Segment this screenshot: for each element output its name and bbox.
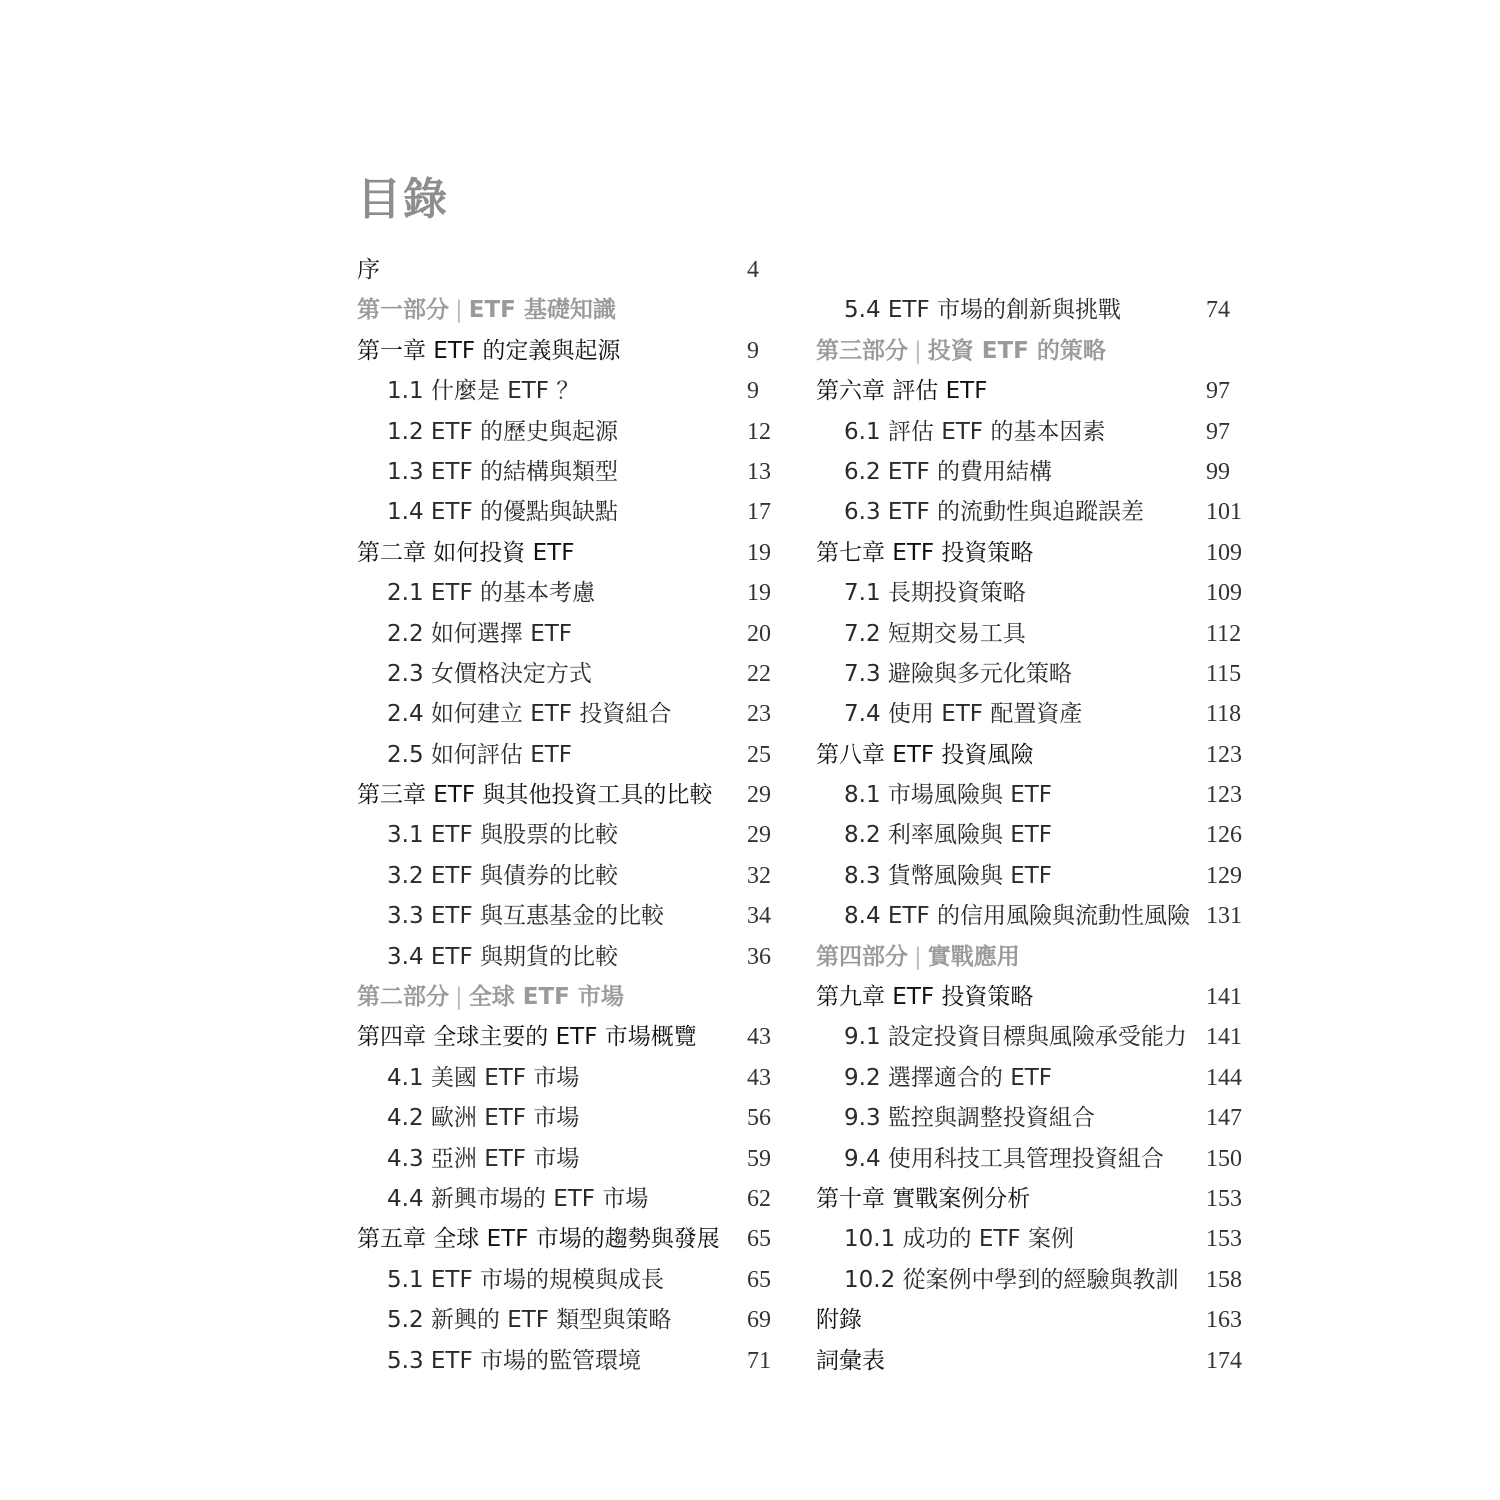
- entry-title: 詞彙表: [816, 1347, 885, 1374]
- page-number: 56: [747, 1105, 771, 1132]
- part-separator: |: [455, 984, 463, 1011]
- toc-section-entry[interactable]: [816, 573, 1242, 613]
- toc-section-entry[interactable]: [816, 1219, 1242, 1259]
- part-name: 投資 ETF 的策略: [927, 337, 1106, 364]
- entry-title: 8.4 ETF 的信用風險與流動性風險: [844, 903, 1191, 930]
- part-name: 實戰應用: [927, 943, 1020, 970]
- toc-section-entry[interactable]: [816, 614, 1242, 654]
- page-number: 65: [747, 1266, 771, 1293]
- entry-title: 6.3 ETF 的流動性與追蹤誤差: [844, 499, 1145, 526]
- page-number: 115: [1206, 660, 1242, 687]
- page-number: 109: [1206, 539, 1242, 566]
- toc-chapter-entry[interactable]: [816, 735, 1242, 775]
- toc-section-entry[interactable]: [816, 694, 1242, 734]
- toc-section-entry[interactable]: [816, 654, 1242, 694]
- entry-title: 3.2 ETF 與債券的比較: [387, 862, 619, 889]
- toc-section-entry[interactable]: [357, 896, 777, 936]
- toc-chapter-entry[interactable]: [357, 1219, 777, 1259]
- entry-title: 5.1 ETF 市場的規模與成長: [387, 1266, 665, 1293]
- entry-title: 3.1 ETF 與股票的比較: [387, 822, 619, 849]
- entry-title: 第九章 ETF 投資策略: [816, 984, 1034, 1011]
- toc-section-entry[interactable]: [357, 1260, 777, 1300]
- entry-title: 8.1 市場風險與 ETF: [844, 782, 1053, 809]
- toc-section-entry[interactable]: [357, 937, 777, 977]
- toc-section-entry[interactable]: [816, 856, 1242, 896]
- toc-chapter-entry[interactable]: [357, 533, 777, 573]
- entry-title: 9.4 使用科技工具管理投資組合: [844, 1145, 1164, 1172]
- toc-chapter-entry[interactable]: [816, 371, 1236, 411]
- page-number: 17: [747, 499, 771, 526]
- toc-chapter-entry[interactable]: [357, 775, 777, 815]
- page-number: 19: [747, 539, 771, 566]
- entry-title: 1.3 ETF 的結構與類型: [387, 458, 619, 485]
- page-number: 59: [747, 1145, 771, 1172]
- toc-section-entry[interactable]: [357, 735, 777, 775]
- page-number: 147: [1206, 1105, 1242, 1132]
- entry-title: 4.1 美國 ETF 市場: [387, 1064, 580, 1091]
- page-number: 109: [1206, 580, 1242, 607]
- entry-title: 1.2 ETF 的歷史與起源: [387, 418, 619, 445]
- entry-title: 5.3 ETF 市場的監管環境: [387, 1347, 642, 1374]
- part-name: ETF 基礎知識: [468, 297, 616, 324]
- toc-entry[interactable]: [816, 1300, 1242, 1340]
- page-number: 43: [747, 1064, 771, 1091]
- part-separator: |: [914, 337, 922, 364]
- page-number: 158: [1206, 1266, 1242, 1293]
- entry-title: 2.1 ETF 的基本考慮: [387, 580, 596, 607]
- entry-title: 5.2 新興的 ETF 類型與策略: [387, 1307, 672, 1334]
- entry-title: 5.4 ETF 市場的創新與挑戰: [844, 297, 1122, 324]
- part-separator: |: [455, 297, 463, 324]
- page-number: 36: [747, 943, 771, 970]
- page-number: 62: [747, 1185, 771, 1212]
- part-heading: [816, 331, 1106, 371]
- page-number: 19: [747, 580, 771, 607]
- page-number: 126: [1206, 822, 1242, 849]
- page-number: 9: [747, 337, 759, 364]
- toc-section-entry[interactable]: [816, 775, 1242, 815]
- toc-section-entry[interactable]: [357, 1300, 777, 1340]
- toc-section-entry[interactable]: [357, 654, 777, 694]
- page-number: 65: [747, 1226, 771, 1253]
- page-number: 123: [1206, 741, 1242, 768]
- entry-title: 4.2 歐洲 ETF 市場: [387, 1105, 580, 1132]
- entry-title: 7.1 長期投資策略: [844, 580, 1026, 607]
- entry-title: 9.3 監控與調整投資組合: [844, 1105, 1095, 1132]
- entry-title: 2.5 如何評估 ETF: [387, 741, 573, 768]
- page-number: 153: [1206, 1226, 1242, 1253]
- part-label: 第四部分: [816, 943, 908, 970]
- toc-section-entry[interactable]: [816, 1098, 1242, 1138]
- toc-section-entry[interactable]: [816, 1058, 1242, 1098]
- part-label: 第一部分: [357, 297, 449, 324]
- entry-title: 第十章 實戰案例分析: [816, 1185, 1031, 1212]
- toc-section-entry[interactable]: [816, 1139, 1242, 1179]
- page-number: 144: [1206, 1064, 1242, 1091]
- toc-section-entry[interactable]: [816, 290, 1236, 330]
- toc-left-column: [357, 250, 777, 1381]
- toc-section-entry[interactable]: [357, 573, 777, 613]
- page-number: 43: [747, 1024, 771, 1051]
- page-number: 101: [1206, 499, 1242, 526]
- page-number: 97: [1206, 378, 1230, 405]
- toc-section-entry[interactable]: [357, 492, 777, 532]
- entry-title: 3.4 ETF 與期貨的比較: [387, 943, 619, 970]
- page-number: 174: [1206, 1347, 1242, 1374]
- toc-part-heading: [357, 290, 777, 330]
- entry-title: 3.3 ETF 與互惠基金的比較: [387, 903, 665, 930]
- toc-chapter-entry[interactable]: [816, 533, 1242, 573]
- entry-title: 7.2 短期交易工具: [844, 620, 1026, 647]
- part-heading: [357, 977, 624, 1017]
- entry-title: 7.3 避險與多元化策略: [844, 660, 1072, 687]
- entry-title: 第七章 ETF 投資策略: [816, 539, 1034, 566]
- toc-section-entry[interactable]: [357, 815, 777, 855]
- entry-title: 8.2 利率風險與 ETF: [844, 822, 1053, 849]
- toc-chapter-entry[interactable]: [357, 1017, 777, 1057]
- page-number: 97: [1206, 418, 1230, 445]
- page-number: 123: [1206, 782, 1242, 809]
- entry-title: 10.1 成功的 ETF 案例: [844, 1226, 1074, 1253]
- entry-title: 9.2 選擇適合的 ETF: [844, 1064, 1053, 1091]
- toc-chapter-entry[interactable]: [816, 1179, 1242, 1219]
- entry-title: 附錄: [816, 1307, 862, 1334]
- page-number: 23: [747, 701, 771, 728]
- page-number: 29: [747, 782, 771, 809]
- entry-title: 序: [357, 257, 380, 283]
- entry-title: 第四章 全球主要的 ETF 市場概覽: [357, 1024, 697, 1051]
- page-number: 131: [1206, 903, 1242, 930]
- toc-section-entry[interactable]: [816, 1260, 1242, 1300]
- entry-title: 7.4 使用 ETF 配置資產: [844, 701, 1083, 728]
- toc-section-entry[interactable]: [357, 1341, 777, 1381]
- page-number: 22: [747, 660, 771, 687]
- toc-chapter-entry[interactable]: [357, 331, 777, 371]
- entry-title: 第五章 全球 ETF 市場的趨勢與發展: [357, 1226, 720, 1253]
- entry-title: 8.3 貨幣風險與 ETF: [844, 862, 1053, 889]
- toc-section-entry[interactable]: [357, 1058, 777, 1098]
- page-number: 29: [747, 822, 771, 849]
- entry-title: 2.3 女價格決定方式: [387, 660, 592, 687]
- page-number: 112: [1206, 620, 1242, 647]
- entry-title: 9.1 設定投資目標與風險承受能力: [844, 1024, 1187, 1051]
- toc-section-entry[interactable]: [357, 412, 777, 452]
- entry-title: 第一章 ETF 的定義與起源: [357, 337, 621, 364]
- page-number: 25: [747, 741, 771, 768]
- toc-right-column: [816, 250, 1242, 1381]
- page-number: 163: [1206, 1307, 1242, 1334]
- entry-title: 6.1 評估 ETF 的基本因素: [844, 418, 1106, 445]
- part-name: 全球 ETF 市場: [468, 984, 624, 1011]
- page-number: 129: [1206, 862, 1242, 889]
- part-label: 第三部分: [816, 337, 908, 364]
- toc-section-entry[interactable]: [357, 856, 777, 896]
- toc-section-entry[interactable]: [816, 815, 1242, 855]
- entry-title: 第八章 ETF 投資風險: [816, 741, 1034, 768]
- toc-section-entry[interactable]: [816, 1017, 1242, 1057]
- toc-section-entry[interactable]: [357, 1179, 777, 1219]
- toc-section-entry[interactable]: [357, 694, 777, 734]
- entry-title: 1.4 ETF 的優點與缺點: [387, 499, 619, 526]
- toc-part-heading: [816, 937, 1236, 977]
- toc-section-entry[interactable]: [816, 452, 1236, 492]
- toc-entry[interactable]: [816, 1341, 1242, 1381]
- page-number: 13: [747, 458, 771, 485]
- page-number: 74: [1206, 297, 1230, 324]
- page-number: 9: [747, 378, 759, 405]
- page-number: 20: [747, 620, 771, 647]
- page-number: 153: [1206, 1185, 1242, 1212]
- page-number: 4: [747, 257, 759, 283]
- entry-title: 4.3 亞洲 ETF 市場: [387, 1145, 580, 1172]
- entry-title: 4.4 新興市場的 ETF 市場: [387, 1185, 649, 1212]
- part-heading: [816, 937, 1020, 977]
- toc-part-heading: [357, 977, 777, 1017]
- toc-part-heading: [816, 331, 1236, 371]
- part-separator: |: [914, 943, 922, 970]
- page-number: 12: [747, 418, 771, 445]
- entry-title: 10.2 從案例中學到的經驗與教訓: [844, 1266, 1179, 1293]
- toc-entry[interactable]: [357, 250, 777, 290]
- page-number: 32: [747, 862, 771, 889]
- toc-section-entry[interactable]: [816, 412, 1236, 452]
- page-number: 34: [747, 903, 771, 930]
- toc-section-entry[interactable]: [357, 1098, 777, 1138]
- entry-title: 第三章 ETF 與其他投資工具的比較: [357, 782, 713, 809]
- part-heading: [357, 290, 616, 330]
- toc-section-entry[interactable]: [357, 614, 777, 654]
- toc-chapter-entry[interactable]: [816, 977, 1242, 1017]
- page-number: 99: [1206, 458, 1230, 485]
- page-title: 目錄: [357, 174, 449, 225]
- part-label: 第二部分: [357, 984, 449, 1011]
- entry-title: 2.4 如何建立 ETF 投資組合: [387, 701, 672, 728]
- toc-section-entry[interactable]: [357, 452, 777, 492]
- page-number: 118: [1206, 701, 1242, 728]
- toc-section-entry[interactable]: [357, 1139, 777, 1179]
- entry-title: 第二章 如何投資 ETF: [357, 539, 575, 566]
- entry-title: 2.2 如何選擇 ETF: [387, 620, 573, 647]
- toc-section-entry[interactable]: [357, 371, 777, 411]
- page-number: 141: [1206, 984, 1242, 1011]
- page-number: 71: [747, 1347, 771, 1374]
- entry-title: 6.2 ETF 的費用結構: [844, 458, 1053, 485]
- toc-section-entry[interactable]: [816, 896, 1242, 936]
- page-number: 69: [747, 1307, 771, 1334]
- entry-title: 1.1 什麼是 ETF ？: [387, 378, 580, 405]
- page-number: 141: [1206, 1024, 1242, 1051]
- entry-title: 第六章 評估 ETF: [816, 378, 988, 405]
- toc-section-entry[interactable]: [816, 492, 1242, 532]
- page-number: 150: [1206, 1145, 1242, 1172]
